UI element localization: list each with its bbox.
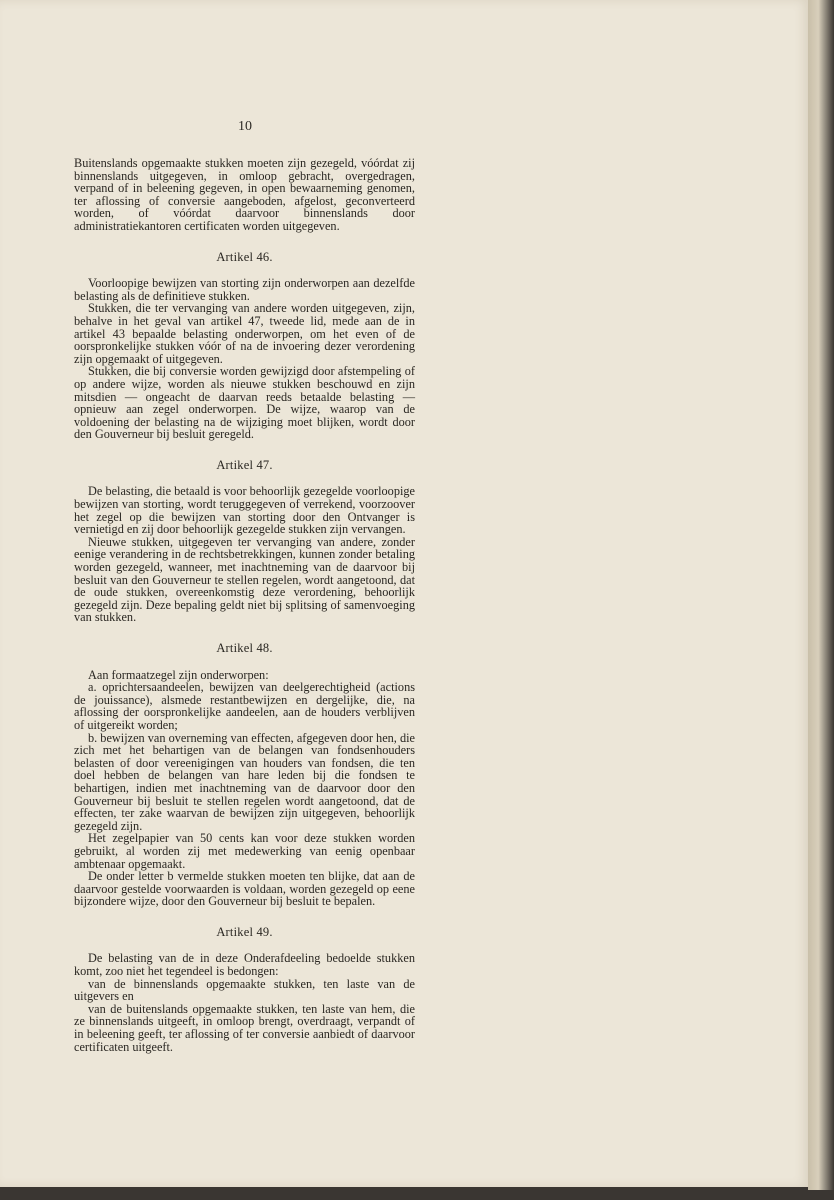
article-heading: Artikel 47. — [216, 457, 273, 472]
paragraph: De belasting van de in deze Onderafdeeling bedoelde stukken komt, zoo niet het tegendeel is bedongen: — [74, 951, 415, 979]
paragraph: Voorloopige bewijzen van storting zijn onderworpen aan dezelfde belasting als de definitieve stukken. — [74, 276, 415, 303]
paragraph: Het zegelpapier van 50 cents kan voor deze stukken worden gebruikt, al worden zij met medewerking van eenig openbaar ambtenaar opgemaakt. — [74, 831, 415, 871]
paragraph: De belasting, die betaald is voor behoorlijk gezegelde voorloopige bewijzen van storting, wordt teruggegeven of verrekend, voorzoover het zegel op die bewijzen van storting door den Ontvanger is vernietigd en zij door behoorlijk gezegelde stukken zijn vervangen. — [74, 484, 415, 537]
paragraph: van de binnenslands opgemaakte stukken, ten laste van de uitgevers en — [74, 976, 415, 1004]
list-item: a. oprichtersaandeelen, bewijzen van deelgerechtigheid (actions de jouissance), alsmede restantbewijzen en dergelijke, die, na aflossing der oorspronkelijke aandeelen, aan de houders verblijven of uitgereikt worden; — [74, 680, 415, 732]
article-heading: Artikel 49. — [216, 924, 273, 939]
page-number: 10 — [238, 119, 252, 134]
paragraph: Buitenslands opgemaakte stukken moeten zijn gezegeld, vóórdat zij binnenslands uitgegeven, in omloop gebracht, overgedragen, verpand of in beleening gegeven, in open bewaarneming genomen, ter aflossing of conversie aangeboden, afgelost, geconverteerd worden, of vóórdat daarvoor binnenslands door administratiekantoren certificaten worden uitgegeven. — [74, 156, 415, 233]
article-heading: Artikel 48. — [216, 641, 273, 655]
paragraph: van de buitenslands opgemaakte stukken, ten laste van hem, die ze binnenslands uitgeeft, in omloop brengt, overdraagt, verpandt of in beleening geeft, ter aflossing of ter conversie aanbiedt of daarvoor certificaten uitgeeft. — [74, 1001, 415, 1054]
list-item: b. bewijzen van overneming van effecten, afgegeven door hen, die zich met het behartigen van de belangen van fondsenhouders belasten of door vereenigingen van houders van fondsen, die ten doel hebben de belangen van hare leden bij die fondsen te behartigen, indien met inachtneming van de daarvoor door den Gouverneur bij besluit te stellen regelen wordt aangetoond, dat de effecten, ter zake waarvan de bewijzen zijn uitgegeven, behoorlijk gezegeld zijn. — [74, 730, 415, 833]
paragraph: Nieuwe stukken, uitgegeven ter vervanging van andere, zonder eenige verandering in de rechtsbetrekkingen, kunnen zonder betaling worden gezegeld, wanneer, met inachtneming van de daarvoor bij besluit van den Gouverneur te stellen regelen, wordt aangetoond, dat de oude stukken, overeenkomstig deze verordening, behoorlijk gezegeld zijn. Deze bepaling geldt niet bij splitsing of samenvoeging van stukken. — [74, 534, 415, 625]
paragraph: Stukken, die ter vervanging van andere worden uitgegeven, zijn, behalve in het geval van artikel 47, tweede lid, mede aan de in artikel 43 bepaalde belasting onderworpen, om het even of de oorspronkelijke stukken vóór of na de invoering dezer verordening zijn opgemaakt of uitgegeven. — [74, 301, 415, 366]
article-text-column — [74, 157, 415, 1053]
paragraph: De onder letter b vermelde stukken moeten ten blijke, dat aan de daarvoor gestelde voorwaarden is voldaan, worden gezegeld op eene bijzondere wijze, door den Gouverneur bij besluit te bepalen. — [74, 869, 415, 909]
page-edge-shadow — [808, 0, 834, 1190]
paragraph: Stukken, die bij conversie worden gewijzigd door afstempeling of op andere wijze, worden als nieuwe stukken beschouwd en zijn mitsdien — ongeacht de daarvan reeds betaalde belasting — opnieuw aan zegel onderworpen. De wijze, waarop van de voldoening der belasting na de wijziging moet blijken, wordt door den Gouverneur bij besluit geregeld. — [74, 364, 415, 442]
article-heading: Artikel 46. — [216, 249, 273, 264]
paragraph: Aan formaatzegel zijn onderworpen: — [88, 667, 269, 682]
